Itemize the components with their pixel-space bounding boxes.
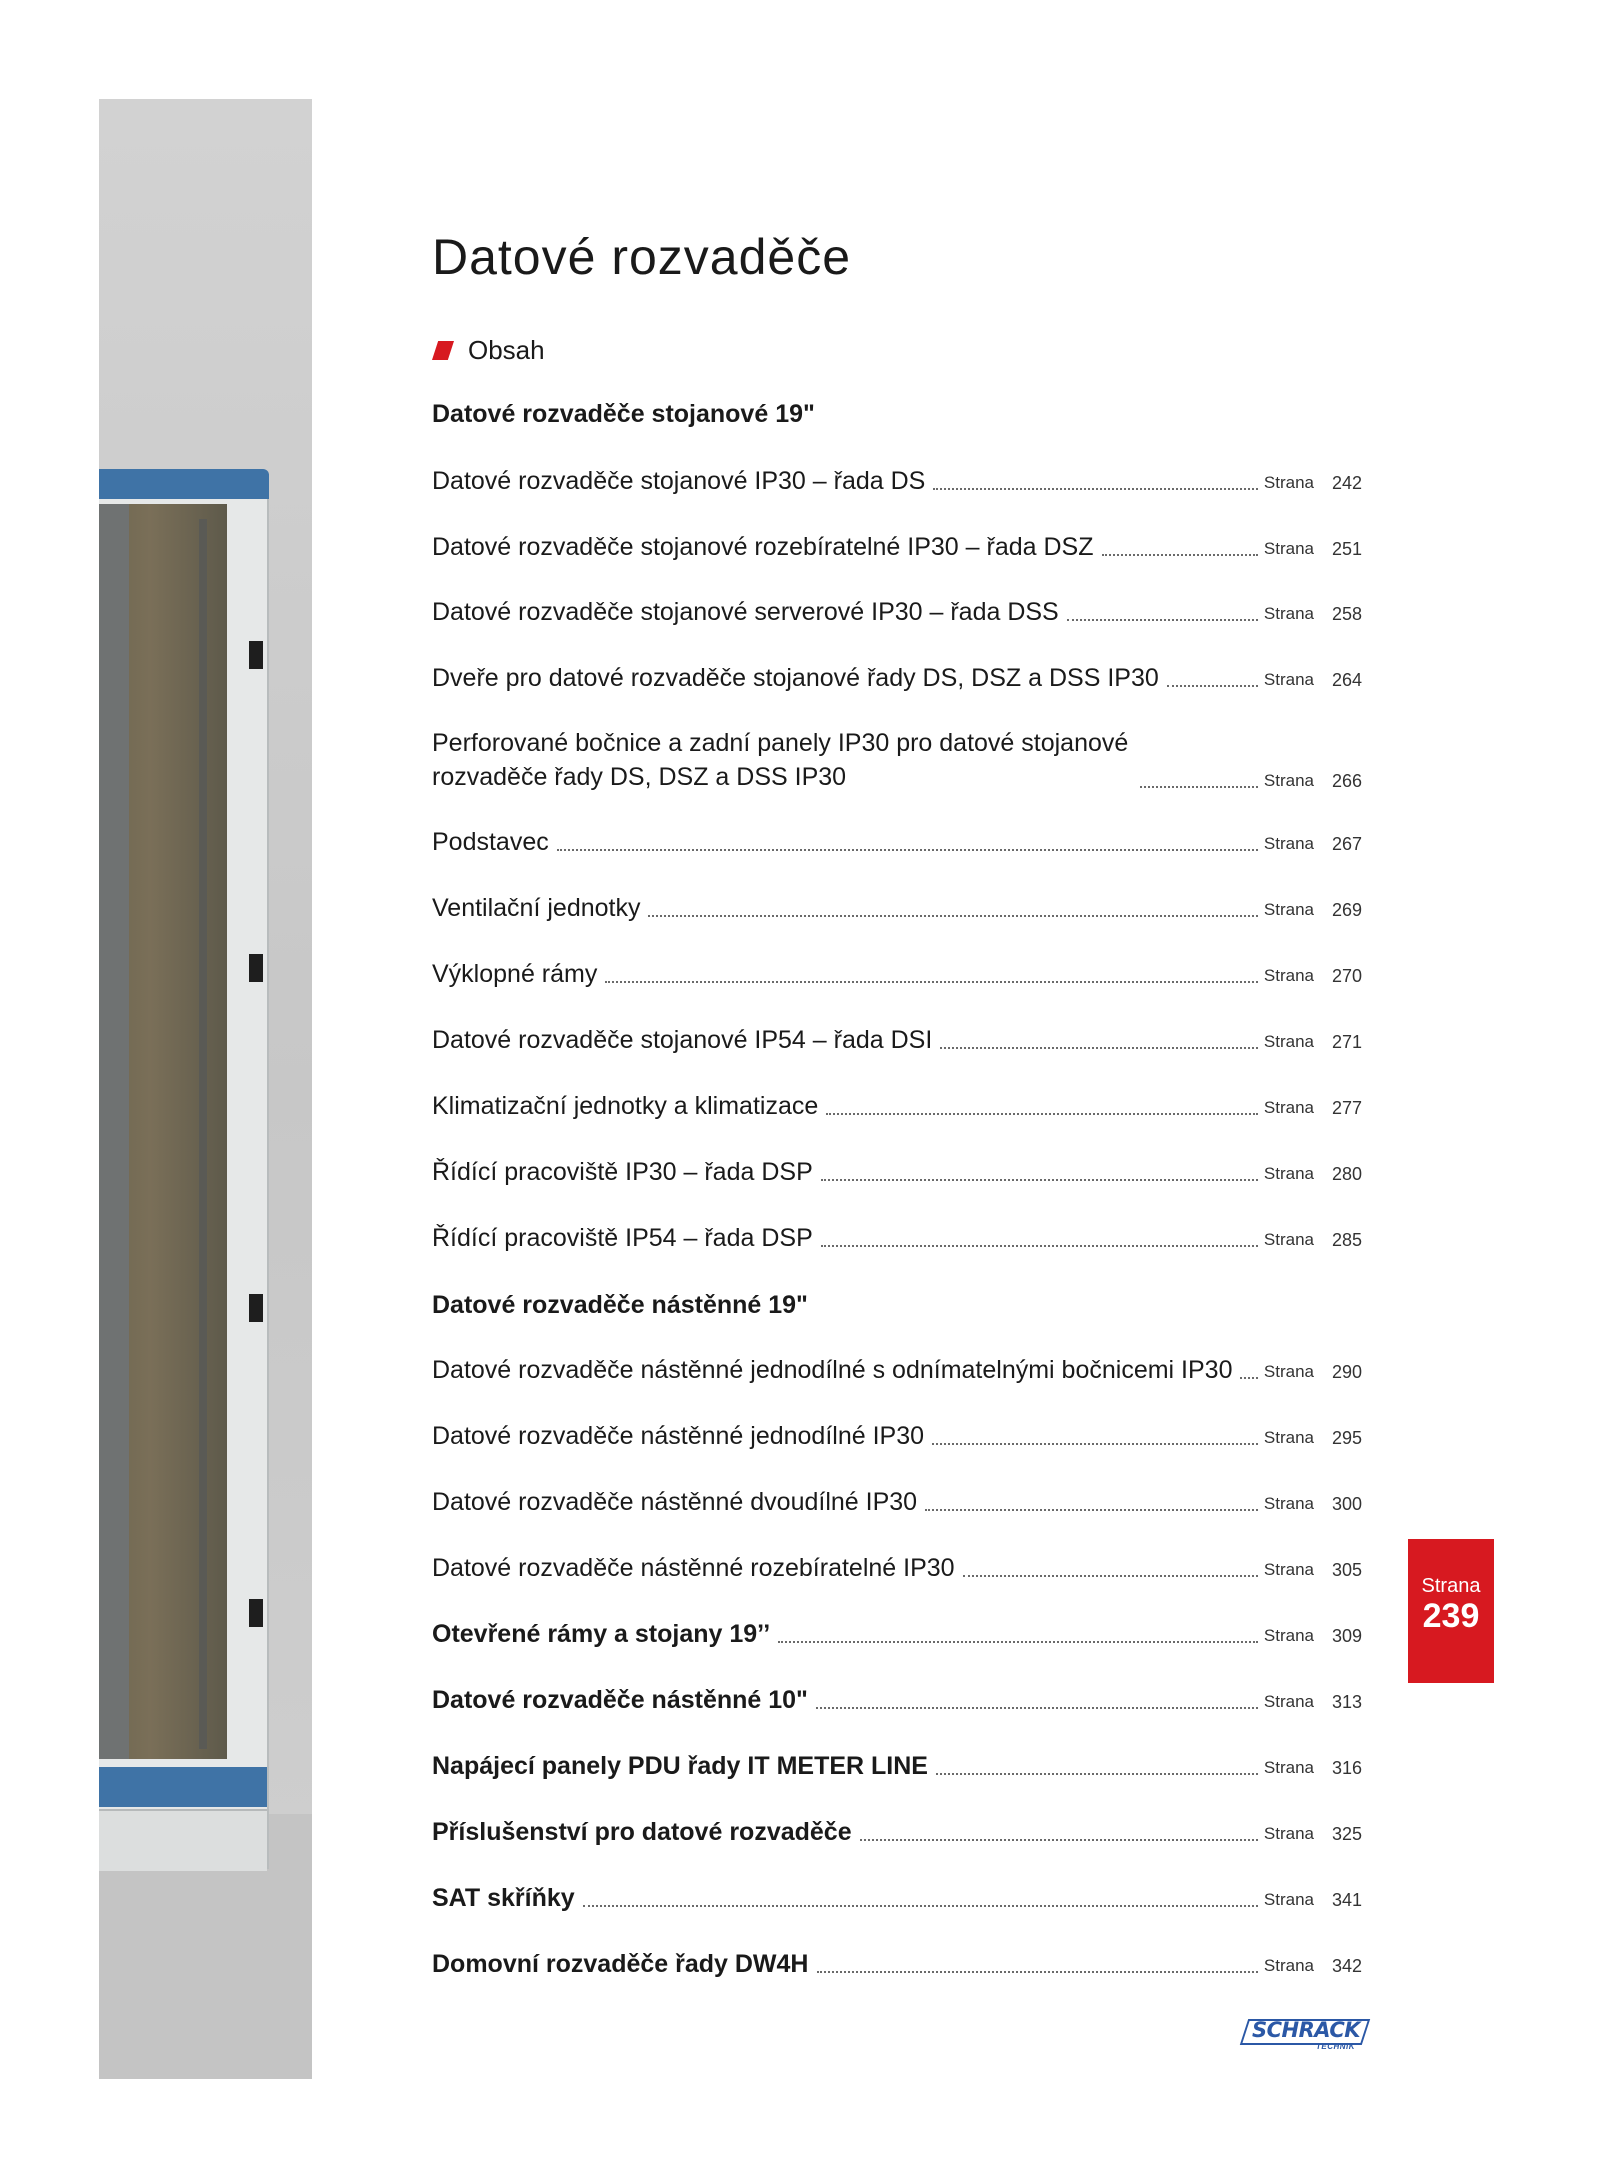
page-number: 305 <box>1331 1560 1362 1580</box>
entry-title: Napájecí panely PDU řady IT METER LINE <box>432 1752 928 1780</box>
entry-title: Perforované bočnice a zadní panely IP30 pro datové stojanové rozvaděče řady DS, DSZ a DSS IP30 <box>432 729 1129 791</box>
toc-entry[interactable] <box>432 1355 1362 1385</box>
strana-label: Strana <box>1263 539 1314 558</box>
strana-label: Strana <box>1263 1164 1314 1183</box>
toc-entry[interactable] <box>432 663 1362 693</box>
toc-entry[interactable] <box>432 532 1362 562</box>
strana-label: Strana <box>1263 834 1314 853</box>
entry-title: Ventilační jednotky <box>432 894 641 922</box>
strana-label: Strana <box>1263 1230 1314 1249</box>
entry-title: SAT skříňky <box>432 1884 575 1912</box>
page-number: 342 <box>1331 1956 1362 1976</box>
cabinet-photo <box>99 99 312 2079</box>
entry-title: Řídící pracoviště IP54 – řada DSP <box>432 1224 813 1252</box>
dot-leader <box>557 849 1258 851</box>
page-number: 242 <box>1331 473 1362 493</box>
strana-label: Strana <box>1263 1692 1314 1711</box>
cabinet-bottom-cover <box>99 1767 267 1807</box>
toc-entry[interactable] <box>432 1487 1362 1517</box>
strana-label: Strana <box>1263 473 1314 492</box>
strana-label: Strana <box>1263 1494 1314 1513</box>
dot-leader <box>821 1245 1258 1247</box>
dot-leader <box>821 1179 1258 1181</box>
dot-leader <box>648 915 1257 917</box>
page-number: 316 <box>1331 1758 1362 1778</box>
page-number: 277 <box>1331 1098 1362 1118</box>
entry-title: Příslušenství pro datové rozvaděče <box>432 1818 852 1846</box>
strana-label: Strana <box>1263 604 1314 623</box>
strana-label: Strana <box>1263 1032 1314 1051</box>
page-number: 325 <box>1331 1824 1362 1844</box>
strana-label: Strana <box>1263 1890 1314 1909</box>
page-title: Datové rozvaděče <box>432 229 852 285</box>
toc-entry[interactable] <box>432 1091 1362 1121</box>
cabinet-frame <box>99 504 129 1759</box>
strana-label: Strana <box>1263 1758 1314 1777</box>
entry-title: Řídící pracoviště IP30 – řada DSP <box>432 1158 813 1186</box>
page-number: 300 <box>1331 1494 1362 1514</box>
page-number: 309 <box>1331 1626 1362 1646</box>
entry-title: Datové rozvaděče stojanové rozebíratelné IP30 – řada DSZ <box>432 533 1094 561</box>
cabinet-rail <box>199 519 207 1749</box>
contents-heading <box>432 335 545 366</box>
entry-title: Datové rozvaděče nástěnné 10" <box>432 1686 808 1714</box>
section-heading: Datové rozvaděče stojanové 19" <box>432 400 815 428</box>
entry-title: Klimatizační jednotky a klimatizace <box>432 1092 819 1120</box>
page-number: 290 <box>1331 1362 1362 1382</box>
dot-leader <box>963 1575 1258 1577</box>
strana-label: Strana <box>1263 1098 1314 1117</box>
strana-label: Strana <box>1263 771 1314 790</box>
page-number: 313 <box>1331 1692 1362 1712</box>
dot-leader <box>933 488 1258 490</box>
dot-leader <box>936 1773 1258 1775</box>
entry-title: Podstavec <box>432 828 549 856</box>
strana-label: Strana <box>1263 1956 1314 1975</box>
entry-title: Datové rozvaděče stojanové IP54 – řada DSI <box>432 1026 933 1054</box>
toc-entry[interactable] <box>432 726 1362 794</box>
entry-title: Datové rozvaděče nástěnné rozebíratelné IP30 <box>432 1554 955 1582</box>
dot-leader <box>1067 619 1258 621</box>
cabinet-top-cover <box>99 469 269 499</box>
toc-entry[interactable] <box>432 827 1362 857</box>
toc-entry[interactable] <box>432 1421 1362 1451</box>
toc-main-entry[interactable] <box>432 1817 1362 1847</box>
toc-main-entry[interactable] <box>432 1949 1362 1979</box>
toc-main-entry[interactable] <box>432 1685 1362 1715</box>
dot-leader <box>925 1509 1258 1511</box>
page-number: 266 <box>1331 771 1362 791</box>
hinge-icon <box>249 954 263 982</box>
page-number: 251 <box>1331 539 1362 559</box>
logo-name: SCHRACK <box>1252 2018 1361 2042</box>
toc-entry[interactable] <box>432 1223 1362 1253</box>
strana-label: Strana <box>1263 1626 1314 1645</box>
dot-leader <box>605 981 1258 983</box>
page-number: 267 <box>1331 834 1362 854</box>
cabinet-base <box>99 1809 267 1871</box>
dot-leader <box>932 1443 1258 1445</box>
toc-main-entry[interactable] <box>432 1619 1362 1649</box>
strana-label: Strana <box>1263 1428 1314 1447</box>
toc-entry[interactable] <box>432 1553 1362 1583</box>
hinge-icon <box>249 1294 263 1322</box>
entry-title: Dveře pro datové rozvaděče stojanové řady DS, DSZ a DSS IP30 <box>432 664 1159 692</box>
page-number: 270 <box>1331 966 1362 986</box>
page-number: 258 <box>1331 604 1362 624</box>
entry-title: Domovní rozvaděče řady DW4H <box>432 1950 809 1978</box>
strana-label: Strana <box>1263 1560 1314 1579</box>
strana-label: Strana <box>1263 966 1314 985</box>
page-number: 295 <box>1331 1428 1362 1448</box>
dot-leader <box>940 1047 1258 1049</box>
toc-entry[interactable] <box>432 597 1362 627</box>
page-number: 269 <box>1331 900 1362 920</box>
toc-entry[interactable] <box>432 1025 1362 1055</box>
dot-leader <box>1240 1377 1257 1379</box>
toc-entry[interactable] <box>432 893 1362 923</box>
red-parallelogram-icon <box>432 341 454 360</box>
entry-title: Datové rozvaděče nástěnné jednodílné s odnímatelnými bočnicemi IP30 <box>432 1356 1233 1384</box>
entry-title: Výklopné rámy <box>432 960 598 988</box>
page-tab-label: Strana <box>1421 1575 1481 1597</box>
toc-entry[interactable] <box>432 466 1362 496</box>
entry-title: Otevřené rámy a stojany 19’’ <box>432 1620 771 1648</box>
schrack-logo <box>1244 2017 1366 2051</box>
page-number: 285 <box>1331 1230 1362 1250</box>
section-heading: Datové rozvaděče nástěnné 19" <box>432 1291 808 1319</box>
toc-main-entry[interactable] <box>432 1883 1362 1913</box>
logo-sub: TECHNIK <box>1316 2042 1356 2051</box>
entry-title: Datové rozvaděče stojanové IP30 – řada DS <box>432 467 926 495</box>
page-number: 271 <box>1331 1032 1362 1052</box>
page-tab-number: 239 <box>1422 1597 1480 1635</box>
strana-label: Strana <box>1263 1362 1314 1381</box>
entry-title: Datové rozvaděče nástěnné jednodílné IP30 <box>432 1422 925 1450</box>
dot-leader <box>1167 685 1258 687</box>
contents-label: Obsah <box>468 335 545 365</box>
toc-main-entry[interactable] <box>432 1751 1362 1781</box>
page-number-tab <box>1408 1539 1494 1683</box>
entry-title: Datové rozvaděče nástěnné dvoudílné IP30 <box>432 1488 918 1516</box>
page-number: 341 <box>1331 1890 1362 1910</box>
hinge-icon <box>249 1599 263 1627</box>
strana-label: Strana <box>1263 670 1314 689</box>
page-number: 264 <box>1331 670 1362 690</box>
dot-leader <box>826 1113 1258 1115</box>
page-number: 280 <box>1331 1164 1362 1184</box>
dot-leader <box>583 1905 1258 1907</box>
dot-leader <box>1140 786 1258 788</box>
strana-label: Strana <box>1263 1824 1314 1843</box>
hinge-icon <box>249 641 263 669</box>
dot-leader <box>817 1971 1258 1973</box>
dot-leader <box>860 1839 1258 1841</box>
dot-leader <box>778 1641 1258 1643</box>
strana-label: Strana <box>1263 900 1314 919</box>
entry-title: Datové rozvaděče stojanové serverové IP30 – řada DSS <box>432 598 1059 626</box>
toc-entry[interactable] <box>432 1157 1362 1187</box>
toc-entry[interactable] <box>432 959 1362 989</box>
dot-leader <box>1102 554 1258 556</box>
dot-leader <box>816 1707 1258 1709</box>
